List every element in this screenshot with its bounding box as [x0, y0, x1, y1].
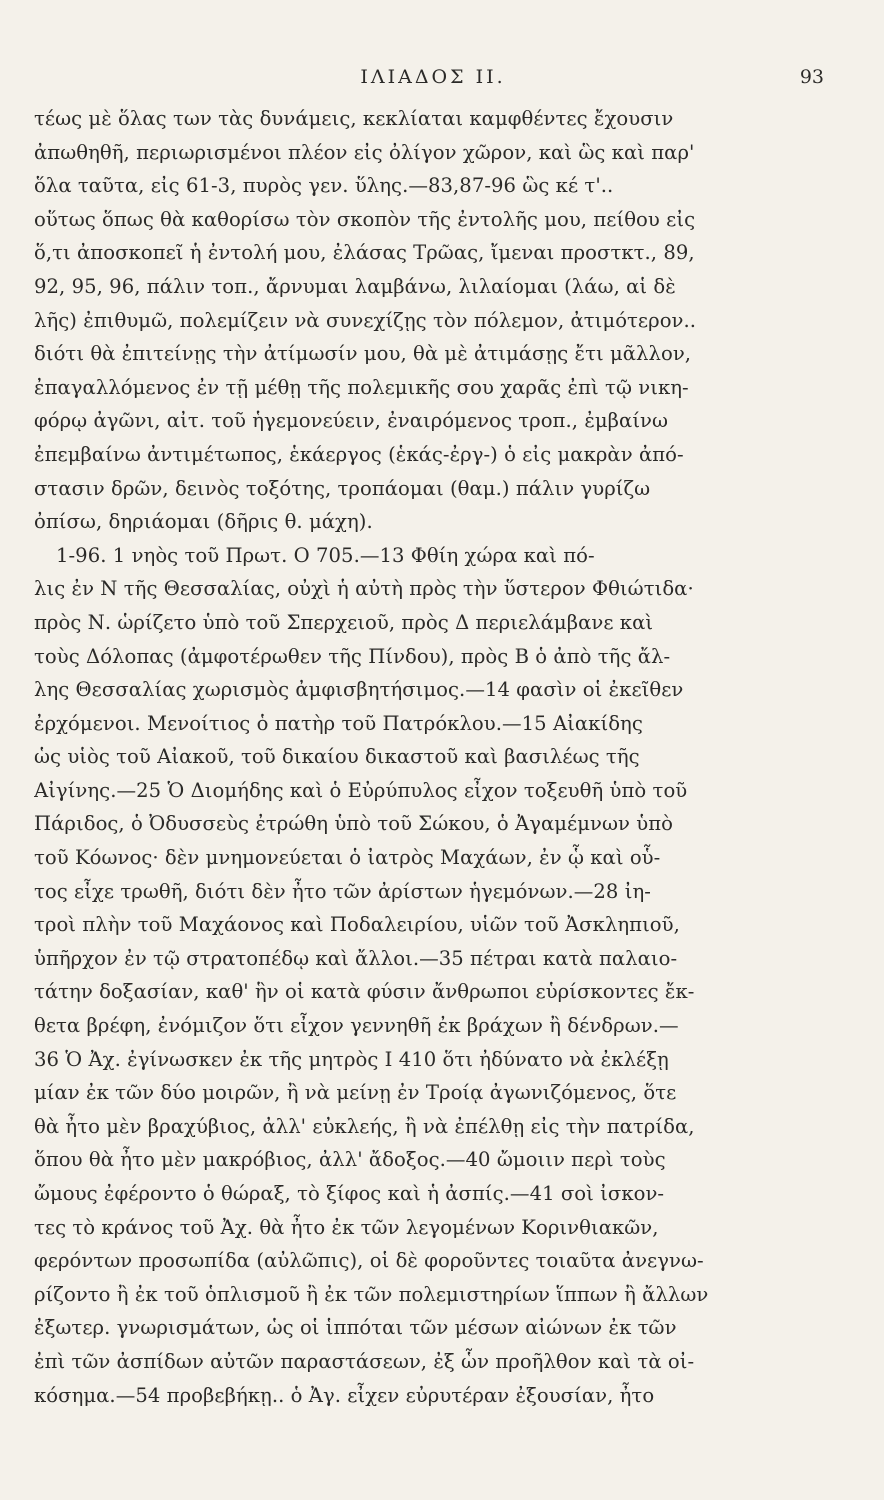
- text-line: ὡς υἱὸς τοῦ Αἰακοῦ, τοῦ δικαίου δικαστοῦ καὶ βασιλέως τῆς: [34, 745, 640, 769]
- text-line: μίαν ἐκ τῶν δύο μοιρῶν, ἢ νὰ μείνῃ ἐν Τροίᾳ ἀγωνιζόμενος, ὅτε: [34, 1081, 677, 1105]
- text-line: ὅλα ταῦτα, εἰς 61-3, πυρὸς γεν. ὕλης.—83,87-96 ὣς κέ τ'..: [34, 174, 614, 198]
- text-line: θετα βρέφη, ἐνόμιζον ὅτι εἶχον γεννηθῆ ἐκ βράχων ἢ δένδρων.—: [34, 1014, 679, 1038]
- text-line: ὀπίσω, δηριάομαι (δῆρις θ. μάχη).: [34, 510, 373, 534]
- text-line: Αἰγίνης.—25 Ὁ Διομήδης καὶ ὁ Εὐρύπυλος εἶχον τοξευθῆ ὑπὸ τοῦ: [34, 778, 688, 802]
- text-line: ἐξωτερ. γνωρισμάτων, ὡς οἱ ἱππόται τῶν μέσων αἰώνων ἐκ τῶν: [34, 1316, 677, 1340]
- text-line: ἐπεμβαίνω ἀντιμέτωπος, ἑκάεργος (ἑκάς-ἐργ-) ὁ εἰς μακρὰν ἀπό-: [34, 442, 684, 466]
- text-line: οὕτως ὅπως θὰ καθορίσω τὸν σκοπὸν τῆς ἐντολῆς μου, πείθου εἰς: [34, 207, 696, 231]
- text-line: θὰ ἦτο μὲν βραχύβιος, ἀλλ' εὐκλεής, ἢ νὰ ἐπέλθῃ εἰς τὴν πατρίδα,: [34, 1114, 695, 1138]
- text-line: τάτην δοξασίαν, καθ' ἣν οἱ κατὰ φύσιν ἄνθρωποι εὑρίσκοντες ἔκ-: [34, 980, 695, 1004]
- section-start-line: 1-96. 1 νηὸς τοῦ Πρωτ. Ο 705.—13 Φθίη χώρα καὶ πό-: [56, 543, 595, 567]
- text-line: ἐρχόμενοι. Μενοίτιος ὁ πατὴρ τοῦ Πατρόκλου.—15 Αἰακίδης: [34, 711, 643, 735]
- text-line: 92, 95, 96, πάλιν τοπ., ἄρνυμαι λαμβάνω, λιλαίομαι (λάω, αἱ δὲ: [34, 274, 676, 298]
- text-line: διότι θὰ ἐπιτείνῃς τὴν ἀτίμωσίν μου, θὰ μὲ ἀτιμάσῃς ἔτι μᾶλλον,: [34, 342, 692, 366]
- text-line: λης Θεσσαλίας χωρισμὸς ἀμφισβητήσιμος.—14 φασὶν οἱ ἐκεῖθεν: [34, 678, 684, 702]
- text-line: πρὸς Ν. ὡρίζετο ὑπὸ τοῦ Σπερχειοῦ, πρὸς Δ περιελάμβανε καὶ: [34, 610, 654, 634]
- text-line: στασιν δρῶν, δεινὸς τοξότης, τρoπάομαι (θαμ.) πάλιν γυρίζω: [34, 476, 651, 500]
- text-line: ἀπωθηθῆ, περιωρισμένοι πλέον εἰς ὀλίγον χῶρον, καὶ ὣς καὶ παρ': [34, 140, 695, 164]
- text-line: τοὺς Δόλοπας (ἀμφοτέρωθεν τῆς Πίνδου), πρὸς Β ὁ ἀπὸ τῆς ἄλ-: [34, 644, 671, 668]
- running-title: ΙΛΙΑΔΟΣ ΙΙ.: [360, 66, 506, 88]
- text-line: ὅ,τι ἀποσκοπεῖ ἡ ἐντολή μου, ἐλάσας Τρῶας, ἴμεναι προστκτ., 89,: [34, 241, 695, 265]
- text-line: ρίζοντο ἢ ἐκ τοῦ ὁπλισμοῦ ἢ ἐκ τῶν πολεμιστηρίων ἵππων ἢ ἄλλων: [34, 1282, 709, 1306]
- text-line: ὑπῆρχον ἐν τῷ στρατοπέδῳ καὶ ἄλλοι.—35 πέτραι κατὰ παλαιο-: [34, 946, 678, 970]
- text-line: ὅπου θὰ ἦτο μὲν μακρόβιος, ἀλλ' ἄδοξος.—40 ὤμοιιν περὶ τοὺς: [34, 1148, 666, 1172]
- text-line: λις ἐν Ν τῆς Θεσσαλίας, οὐχὶ ἡ αὐτὴ πρὸς τὴν ὕστερον Φθιώτιδα·: [34, 577, 694, 601]
- commentary-text: [34, 102, 840, 1412]
- text-line: τοῦ Κόωνος· δὲν μνημονεύεται ὁ ἰατρὸς Μαχάων, ἐν ᾧ καὶ οὗ-: [34, 846, 661, 870]
- text-line: τροὶ πλὴν τοῦ Μαχάονος καὶ Ποδαλειρίου, υἱῶν τοῦ Ἀσκληπιοῦ,: [34, 913, 680, 937]
- text-line: ἐπὶ τῶν ἀσπίδων αὐτῶν παραστάσεων, ἐξ ὧν προῆλθον καὶ τὰ οἰ-: [34, 1349, 695, 1373]
- text-line: ἐπαγαλλόμενος ἐν τῇ μέθῃ τῆς πολεμικῆς σου χαρᾶς ἐπὶ τῷ νικη-: [34, 375, 689, 399]
- text-line: τες τὸ κράνος τοῦ Ἀχ. θὰ ἦτο ἐκ τῶν λεγομένων Κορινθιακῶν,: [34, 1215, 659, 1239]
- page-number: 93: [799, 66, 824, 88]
- text-line: 36 Ὁ Ἀχ. ἐγίνωσκεν ἐκ τῆς μητρὸς Ι 410 ὅτι ἠδύνατο νὰ ἐκλέξῃ: [34, 1047, 669, 1071]
- running-head: [32, 60, 834, 96]
- text-line: ὤμους ἐφέροντο ὁ θώραξ, τὸ ξίφος καὶ ἡ ἀσπίς.—41 σοὶ ἰσκον-: [34, 1182, 665, 1205]
- text-line: Πάριδος, ὁ Ὀδυσσεὺς ἐτρώθη ὑπὸ τοῦ Σώκου, ὁ Ἀγαμέμνων ὑπὸ: [34, 812, 673, 836]
- text-line: κόσημα.—54 προβεβήκῃ.. ὁ Ἀγ. εἶχεν εὐρυτέραν ἐξουσίαν, ἦτο: [34, 1383, 655, 1407]
- text-line: φόρῳ ἀγῶνι, αἰτ. τοῦ ἡγεμονεύειν, ἐναιρόμενος τροπ., ἐμβαίνω: [34, 409, 669, 433]
- text-line: τέως μὲ ὅλας των τὰς δυνάμεις, κεκλίαται καμφθέντες ἔχουσιν: [34, 107, 674, 130]
- text-line: τος εἶχε τρωθῆ, διότι δὲν ἦτο τῶν ἀρίστων ἡγεμόνων.—28 ἰη-: [34, 879, 651, 903]
- text-line: λῆς) ἐπιθυμῶ, πολεμίζειν νὰ συνεχίζῃς τὸν πόλεμον, ἀτιμότερον..: [34, 308, 697, 332]
- text-line: φερόντων προσωπίδα (αὐλῶπις), οἱ δὲ φοροῦντες τοιαῦτα ἀνεγνω-: [34, 1249, 704, 1273]
